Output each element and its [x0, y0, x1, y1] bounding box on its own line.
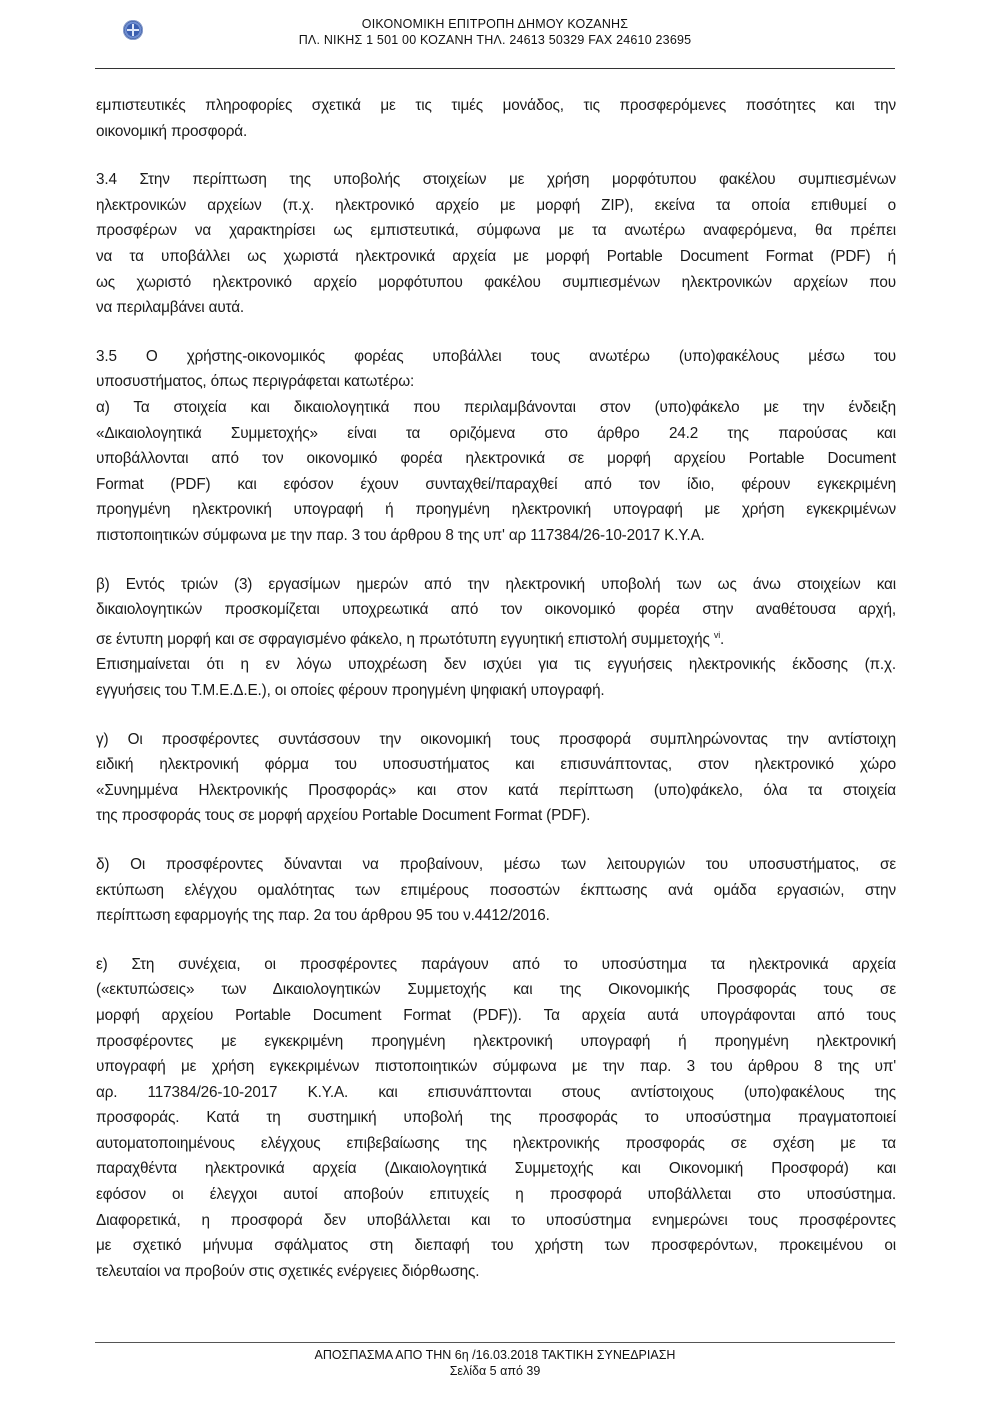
text-line: εκτύπωση ελέγχου ομαλότητας των επιμέρους ποσοστών έκπτωσης ανά ομάδα εργασιών, στην	[96, 881, 896, 899]
header-divider	[95, 68, 895, 69]
footnote-suffix: .	[720, 630, 725, 648]
text-line: Διαφορετικά, η προσφορά δεν υποβάλλεται και το υποσύστημα ενημερώνει τους προσφέροντες	[96, 1211, 896, 1229]
text-line: «Συνημμένα Ηλεκτρονικής Προσφοράς» και στον κατά περίπτωση (υπο)φάκελο, όλα τα στοιχεία	[96, 781, 896, 799]
text-line: υποβάλλονται από τον οικονομικό φορέα ηλεκτρονικά σε μορφή αρχείου Portable Document	[96, 450, 896, 468]
text-line: Format (PDF) και εφόσον έχουν συνταχθεί/παραχθεί από τον ίδιο, φέρουν εγκεκριμένη	[96, 475, 896, 493]
text-line: προσφέρων να χαρακτηρίσει ως εμπιστευτικά, σύμφωνα με τα ανωτέρω αναφερόμενα, θα πρέπει	[96, 222, 896, 240]
paragraph-item-d	[96, 852, 896, 929]
footnote-marker[interactable]: vi	[713, 629, 721, 640]
paragraph-item-e	[96, 952, 896, 1285]
page-number: Σελίδα 5 από 39	[449, 1364, 541, 1378]
text-line: της προσφοράς τους σε μορφή αρχείου Portable Document Format (PDF).	[96, 807, 591, 825]
text-line: προηγμένη ηλεκτρονική υπογραφή ή προηγμένη ηλεκτρονική υπογραφή με χρήση εγκεκριμένων	[96, 501, 896, 519]
footer-title: ΑΠΟΣΠΑΣΜΑ ΑΠΟ ΤΗΝ 6η /16.03.2018 ΤΑΚΤΙΚΗ ΣΥΝΕΔΡΙΑΣΗ	[314, 1348, 676, 1362]
text-line: εγγυήσεις του Τ.Μ.Ε.Δ.Ε.), οι οποίες φέρουν προηγμένη ψηφιακή υπογραφή.	[96, 681, 605, 699]
text-line: 3.4 Στην περίπτωση της υποβολής στοιχείων με χρήση μορφότυπου φακέλου συμπιεσμένων	[96, 171, 896, 189]
text-line: εμπιστευτικές πληροφορίες σχετικά με τις τιμές μονάδος, τις προσφερόμενες ποσότητες και την	[96, 97, 896, 114]
text-line: περίπτωση εφαρμογής της παρ. 2α του άρθρου 95 του ν.4412/2016.	[96, 907, 550, 925]
text-line: προσφέροντες με εγκεκριμένη προηγμένη ηλεκτρονική υπογραφή ή προηγμένη ηλεκτρονική	[96, 1032, 896, 1050]
footer-divider	[95, 1342, 895, 1343]
organization-name: ΟΙΚΟΝΟΜΙΚΗ ΕΠΙΤΡΟΠΗ ΔΗΜΟΥ ΚΟΖΑΝΗΣ	[361, 17, 629, 31]
text-line: ως χωριστό ηλεκτρονικό αρχείο μορφότυπου φακέλου συμπιεσμένων ηλεκτρονικών αρχείων που	[96, 273, 896, 291]
document-body	[96, 93, 896, 1307]
text-line: («εκτυπώσεις» των Δικαιολογητικών Συμμετοχής και της Οικονομικής Προσφοράς τους σε	[96, 981, 896, 999]
text-line: δικαιολογητικών προσκομίζεται υποχρεωτικά από τον οικονομικό φορέα στην αναθέτουσα αρχή,	[96, 601, 896, 619]
text-line: αυτοματοποιημένους ελέγχους επιβεβαίωσης της ηλεκτρονικής προσφοράς σε σχέση με τα	[96, 1134, 896, 1152]
text-line: παραχθέντα ηλεκτρονικά αρχεία (Δικαιολογητικά Συμμετοχής και Οικονομική Προσφορά) και	[96, 1160, 896, 1178]
text-line: ηλεκτρονικών αρχείων (π.χ. ηλεκτρονικό αρχείο με μορφή ZIP), εκείνα τα οποία επιθυμεί ο	[96, 196, 896, 214]
text-line: Επισημαίνεται ότι η εν λόγω υποχρέωση δεν ισχύει για τις εγγυήσεις ηλεκτρονικής έκδοσης (π.χ.	[96, 656, 896, 674]
text-line: να τα υποβάλλει ως χωριστά ηλεκτρονικά αρχεία με μορφή Portable Document Format (PDF) ή	[96, 247, 896, 265]
text-line: με σχετικό μήνυμα σφάλματος στη διεπαφή του χρήστη των προσφερόντων, προκειμένου οι	[96, 1237, 896, 1255]
paragraph-section-3-5-a	[96, 344, 896, 549]
hellenic-republic-emblem-icon	[123, 20, 143, 40]
text-line: ε) Στη συνέχεια, οι προσφέροντες παράγουν από το υποσύστημα τα ηλεκτρονικά αρχεία	[96, 955, 896, 973]
text-line: 3.5 Ο χρήστης-οικονομικός φορέας υποβάλλει τους ανωτέρω (υπο)φακέλους μέσω του	[96, 347, 896, 365]
paragraph-section-3-4	[96, 167, 896, 321]
text-line: α) Τα στοιχεία και δικαιολογητικά που περιλαμβάνονται στον (υπο)φάκελο με την ένδειξη	[96, 398, 896, 416]
text-line: οικονομική προσφορά.	[96, 122, 248, 140]
text-line: ειδική ηλεκτρονική φόρμα του υποσυστήματος και επισυνάπτοντας, στον ηλεκτρονικό χώρο	[96, 756, 896, 774]
text-line: σε έντυπη μορφή και σε σφραγισμένο φάκελο, η πρωτότυπη εγγυητική επιστολή συμμετοχής	[96, 630, 710, 648]
text-line: β) Εντός τριών (3) εργασίμων ημερών από την ηλεκτρονική υποβολή των ως άνω στοιχείων και	[96, 575, 896, 593]
text-line: μορφή αρχείου Portable Document Format (PDF)). Τα αρχεία αυτά υπογράφονται από τους	[96, 1006, 896, 1024]
text-line: γ) Οι προσφέροντες συντάσσουν την οικονομική τους προσφορά συμπληρώνοντας την αντίστοιχη	[96, 730, 896, 748]
page-header	[95, 14, 895, 70]
text-line: εφόσον οι έλεγχοι αυτοί αποβούν επιτυχείς η προσφορά υποβάλλεται στο υποσύστημα.	[96, 1186, 896, 1204]
paragraph-item-b	[96, 572, 896, 704]
text-line: υποσυστήματος, όπως περιγράφεται κατωτέρω:	[96, 373, 415, 391]
text-line-with-footnote	[96, 623, 896, 653]
text-line: τελευταίοι να προβούν στις σχετικές ενέργειες διόρθωσης.	[96, 1262, 480, 1280]
text-line: δ) Οι προσφέροντες δύνανται να προβαίνουν, μέσω των λειτουργιών του υποσυστήματος, σε	[96, 855, 896, 873]
text-line: προσφοράς. Κατά τη συστημική υποβολή της προσφοράς το υποσύστημα πραγματοποιεί	[96, 1109, 896, 1127]
paragraph-item-c	[96, 727, 896, 829]
text-line: πιστοποιητικών σύμφωνα με την παρ. 3 του άρθρου 8 της υπ' αρ 117384/26-10-2017 Κ.Υ.Α.	[96, 526, 705, 544]
text-line: αρ. 117384/26-10-2017 Κ.Υ.Α. και επισυνάπτονται στους αντίστοιχους (υπο)φακέλους της	[96, 1083, 896, 1101]
page-footer	[95, 1342, 895, 1378]
text-line: να περιλαμβάνει αυτά.	[96, 299, 245, 317]
text-line: υπογραφή με χρήση εγκεκριμένων πιστοποιητικών σύμφωνα με την παρ. 3 του άρθρου 8 της υπ'	[96, 1058, 896, 1076]
paragraph-intro-continuation	[96, 93, 896, 144]
organization-address: ΠΛ. ΝΙΚΗΣ 1 501 00 ΚΟΖΑΝΗ ΤΗΛ. 24613 50329 FAX 24610 23695	[298, 33, 692, 47]
text-line: «Δικαιολογητικά Συμμετοχής» είναι τα οριζόμενα στο άρθρο 24.2 της παρούσας και	[96, 424, 896, 442]
